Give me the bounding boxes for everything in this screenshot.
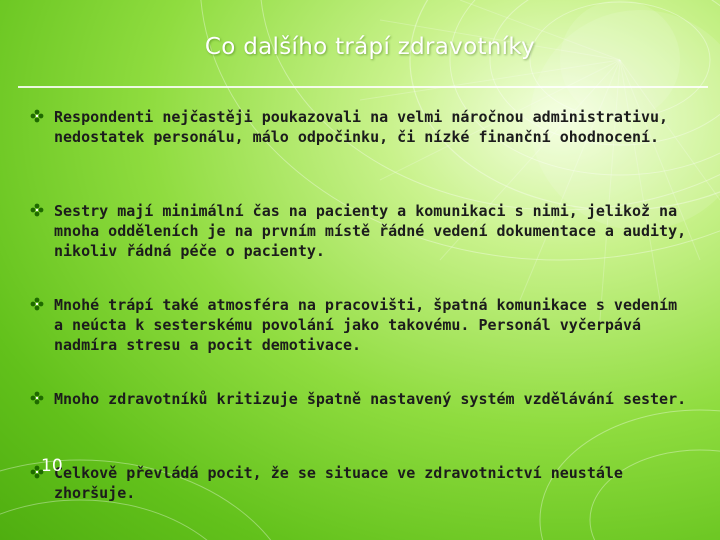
diamond-bullet-icon <box>30 297 44 311</box>
title-divider <box>18 86 708 88</box>
bullet-item <box>30 295 695 355</box>
diamond-bullet-icon <box>30 391 44 405</box>
bullet-text: Mnohé trápí také atmosféra na pracovišti, špatná komunikace s vedením a neúcta k sesterskému povolání jako takovému. Personál vyčerpává nadmíra stresu a pocit demotivace. <box>54 296 678 354</box>
bullet-text: Mnoho zdravotníků kritizuje špatně nastavený systém vzdělávání sester. <box>54 390 687 408</box>
bullet-text: Celkově převládá pocit, že se situace ve zdravotnictví neustále zhoršuje. <box>54 464 623 502</box>
bullet-item <box>30 201 695 261</box>
slide-title: Co dalšího trápí zdravotníky <box>204 34 536 60</box>
diamond-bullet-icon <box>30 109 44 123</box>
bullet-item <box>30 107 695 147</box>
slide-number: 10 <box>41 456 63 476</box>
bullet-text: Sestry mají minimální čas na pacienty a komunikaci s nimi, jelikož na mnoha odděleních je na prvním místě řádné vedení dokumentace a audity, nikoliv řádná péče o pacienty. <box>54 202 687 260</box>
diamond-bullet-icon <box>30 203 44 217</box>
bullet-item <box>30 463 695 503</box>
bullet-item <box>30 389 695 409</box>
bullet-text: Respondenti nejčastěji poukazovali na velmi náročnou administrativu, nedostatek personálu, málo odpočinku, či nízké finanční ohodnocení. <box>54 108 669 146</box>
